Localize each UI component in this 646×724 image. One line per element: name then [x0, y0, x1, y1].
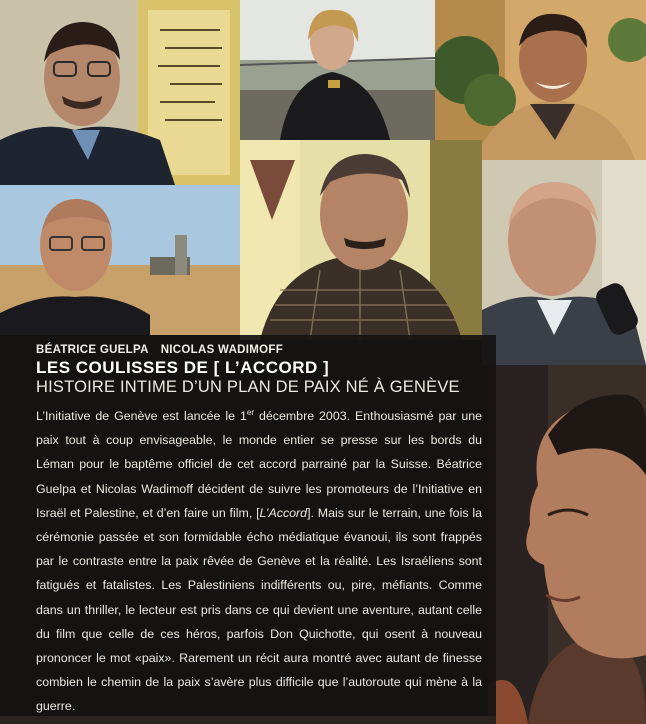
blurb-part: décembre 2003. Enthousiasmé par une paix tout à coup envisageable, le monde entier se presse sur les bords du Léman pour le baptême officiel de cet accord parrainé par la Suisse. Béatrice Guelpa et Nicolas Wadimoff décident de suivre les promoteurs de l’Initiative en Israël et Palestine, et d’en faire un film, [ — [36, 409, 483, 520]
blurb-text — [36, 404, 482, 719]
photo-man-bald-microphone — [482, 160, 646, 365]
photo-man-moustache — [240, 140, 482, 340]
photo-man-glasses-desert — [0, 185, 240, 335]
blurb-part: L’Initiative de Genève est lancée le 1 — [36, 409, 247, 423]
blurb-part: ]. Mais sur le terrain, une fois la cérémonie passée et son formidable écho médiatique évanoui, ils sont frappés par le contraste entre la paix rêvée de Genève et la réalité. Les Israéliens sont fatigués et fatalistes. Les Palestiniens indifférents ou, pire, méfiants. Comme dans un thriller, le lecteur est pris dans ce qui devient une aventure, autant celle du film que celle de ces héros, parfois Don Quichotte, qui osent à nouveau prononcer le mot «paix». Rarement un récit aura montré avec autant de finesse combien le chemin de la paix s’avère plus difficile que l’autoroute qui mène à la guerre. — [36, 505, 482, 714]
author-name: BÉATRICE GUELPA — [36, 344, 149, 356]
photo-man-glasses-sign — [0, 0, 240, 185]
ordinal-superscript: er — [246, 407, 255, 417]
photo-man-profile — [488, 365, 646, 724]
photo-woman-road — [240, 0, 435, 140]
photo-man-smiling-plants — [435, 0, 646, 160]
book-title: LES COULISSES DE [ L’ACCORD ] — [36, 358, 330, 377]
authors — [36, 344, 283, 356]
bottom-strip — [0, 716, 496, 724]
film-title: L’Accord — [259, 505, 308, 520]
book-subtitle: HISTOIRE INTIME D’UN PLAN DE PAIX NÉ À GENÈVE — [36, 378, 460, 396]
author-name: NICOLAS WADIMOFF — [160, 344, 284, 356]
